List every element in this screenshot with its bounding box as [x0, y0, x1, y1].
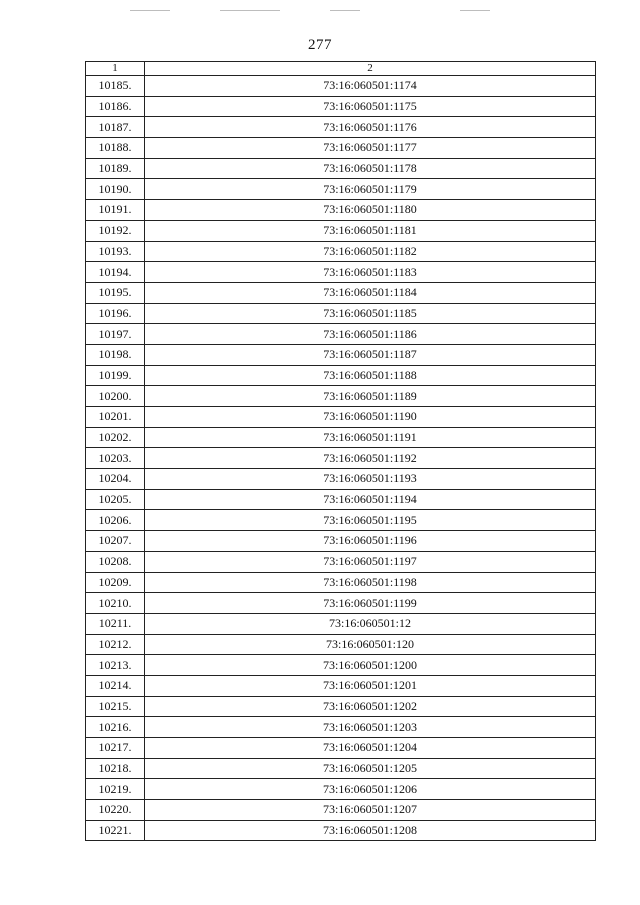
- cadastral-number-cell: 73:16:060501:1176: [145, 117, 596, 138]
- table-row: [86, 220, 596, 241]
- table-row: [86, 510, 596, 531]
- table-row: [86, 344, 596, 365]
- cadastral-number-cell: 73:16:060501:1190: [145, 407, 596, 428]
- table-row: [86, 200, 596, 221]
- table-row: [86, 593, 596, 614]
- cadastral-number-cell: 73:16:060501:1188: [145, 365, 596, 386]
- cadastral-number-cell: 73:16:060501:1202: [145, 696, 596, 717]
- row-number-cell: 10189.: [86, 158, 145, 179]
- row-number-cell: 10214.: [86, 675, 145, 696]
- cadastral-number-cell: 73:16:060501:1193: [145, 469, 596, 490]
- row-number-cell: 10198.: [86, 344, 145, 365]
- row-number-cell: 10216.: [86, 717, 145, 738]
- row-number-cell: 10215.: [86, 696, 145, 717]
- cadastral-number-cell: 73:16:060501:1199: [145, 593, 596, 614]
- table-row: [86, 675, 596, 696]
- cadastral-number-cell: 73:16:060501:1203: [145, 717, 596, 738]
- cadastral-number-cell: 73:16:060501:1198: [145, 572, 596, 593]
- row-number-cell: 10220.: [86, 800, 145, 821]
- row-number-cell: 10210.: [86, 593, 145, 614]
- scan-artifact-line: [330, 10, 360, 11]
- cadastral-number-cell: 73:16:060501:1180: [145, 200, 596, 221]
- table-row: [86, 303, 596, 324]
- cadastral-number-cell: 73:16:060501:1200: [145, 655, 596, 676]
- row-number-cell: 10202.: [86, 427, 145, 448]
- row-number-cell: 10186.: [86, 96, 145, 117]
- cadastral-number-cell: 73:16:060501:1189: [145, 386, 596, 407]
- row-number-cell: 10221.: [86, 820, 145, 841]
- cadastral-number-cell: 73:16:060501:1177: [145, 138, 596, 159]
- table-row: [86, 386, 596, 407]
- row-number-cell: 10197.: [86, 324, 145, 345]
- cadastral-number-cell: 73:16:060501:12: [145, 613, 596, 634]
- cadastral-number-cell: 73:16:060501:1191: [145, 427, 596, 448]
- cadastral-number-cell: 73:16:060501:1201: [145, 675, 596, 696]
- scan-artifact-line: [130, 10, 170, 11]
- table-row: [86, 696, 596, 717]
- table-row: [86, 282, 596, 303]
- row-number-cell: 10206.: [86, 510, 145, 531]
- row-number-cell: 10190.: [86, 179, 145, 200]
- table-row: [86, 448, 596, 469]
- cadastral-number-cell: 73:16:060501:1186: [145, 324, 596, 345]
- cadastral-number-cell: 73:16:060501:1194: [145, 489, 596, 510]
- cadastral-number-cell: 73:16:060501:1182: [145, 241, 596, 262]
- table-row: [86, 572, 596, 593]
- cadastral-number-cell: 73:16:060501:1205: [145, 758, 596, 779]
- row-number-cell: 10208.: [86, 551, 145, 572]
- table-row: [86, 407, 596, 428]
- table-row: [86, 634, 596, 655]
- table-row: [86, 613, 596, 634]
- table-body: [86, 76, 596, 841]
- table-row: [86, 158, 596, 179]
- row-number-cell: 10188.: [86, 138, 145, 159]
- cadastral-number-cell: 73:16:060501:1208: [145, 820, 596, 841]
- cadastral-number-cell: 73:16:060501:120: [145, 634, 596, 655]
- cadastral-number-cell: 73:16:060501:1207: [145, 800, 596, 821]
- cadastral-number-cell: 73:16:060501:1179: [145, 179, 596, 200]
- row-number-cell: 10195.: [86, 282, 145, 303]
- cadastral-number-cell: 73:16:060501:1185: [145, 303, 596, 324]
- column-header-cadastral-number: 2: [145, 62, 596, 76]
- row-number-cell: 10213.: [86, 655, 145, 676]
- column-header-number: 1: [86, 62, 145, 76]
- table-row: [86, 655, 596, 676]
- row-number-cell: 10200.: [86, 386, 145, 407]
- table-row: [86, 489, 596, 510]
- cadastral-number-cell: 73:16:060501:1206: [145, 779, 596, 800]
- table-row: [86, 365, 596, 386]
- table-row: [86, 427, 596, 448]
- table-header-row: [86, 62, 596, 76]
- cadastral-number-cell: 73:16:060501:1183: [145, 262, 596, 283]
- table-row: [86, 179, 596, 200]
- table-row: [86, 262, 596, 283]
- table-row: [86, 738, 596, 759]
- cadastral-number-cell: 73:16:060501:1192: [145, 448, 596, 469]
- cadastral-number-cell: 73:16:060501:1187: [145, 344, 596, 365]
- scan-artifact-line: [460, 10, 490, 11]
- row-number-cell: 10204.: [86, 469, 145, 490]
- table-row: [86, 96, 596, 117]
- table-row: [86, 779, 596, 800]
- row-number-cell: 10218.: [86, 758, 145, 779]
- table-row: [86, 531, 596, 552]
- row-number-cell: 10211.: [86, 613, 145, 634]
- row-number-cell: 10219.: [86, 779, 145, 800]
- row-number-cell: 10217.: [86, 738, 145, 759]
- cadastral-number-cell: 73:16:060501:1195: [145, 510, 596, 531]
- row-number-cell: 10192.: [86, 220, 145, 241]
- row-number-cell: 10187.: [86, 117, 145, 138]
- table-row: [86, 800, 596, 821]
- cadastral-number-cell: 73:16:060501:1204: [145, 738, 596, 759]
- row-number-cell: 10199.: [86, 365, 145, 386]
- row-number-cell: 10212.: [86, 634, 145, 655]
- scan-artifact-line: [220, 10, 280, 11]
- row-number-cell: 10185.: [86, 76, 145, 97]
- row-number-cell: 10205.: [86, 489, 145, 510]
- table-row: [86, 241, 596, 262]
- row-number-cell: 10207.: [86, 531, 145, 552]
- row-number-cell: 10196.: [86, 303, 145, 324]
- cadastral-number-cell: 73:16:060501:1181: [145, 220, 596, 241]
- page-number: 277: [308, 37, 332, 53]
- cadastral-number-cell: 73:16:060501:1184: [145, 282, 596, 303]
- row-number-cell: 10194.: [86, 262, 145, 283]
- cadastral-number-cell: 73:16:060501:1174: [145, 76, 596, 97]
- table-row: [86, 717, 596, 738]
- row-number-cell: 10191.: [86, 200, 145, 221]
- table-row: [86, 758, 596, 779]
- cadastral-number-cell: 73:16:060501:1175: [145, 96, 596, 117]
- table-row: [86, 117, 596, 138]
- table-row: [86, 76, 596, 97]
- row-number-cell: 10193.: [86, 241, 145, 262]
- registry-table: [85, 61, 596, 841]
- row-number-cell: 10201.: [86, 407, 145, 428]
- cadastral-number-cell: 73:16:060501:1197: [145, 551, 596, 572]
- table-row: [86, 469, 596, 490]
- table-row: [86, 820, 596, 841]
- table-row: [86, 324, 596, 345]
- cadastral-number-cell: 73:16:060501:1178: [145, 158, 596, 179]
- row-number-cell: 10209.: [86, 572, 145, 593]
- table-row: [86, 551, 596, 572]
- row-number-cell: 10203.: [86, 448, 145, 469]
- cadastral-number-cell: 73:16:060501:1196: [145, 531, 596, 552]
- table-row: [86, 138, 596, 159]
